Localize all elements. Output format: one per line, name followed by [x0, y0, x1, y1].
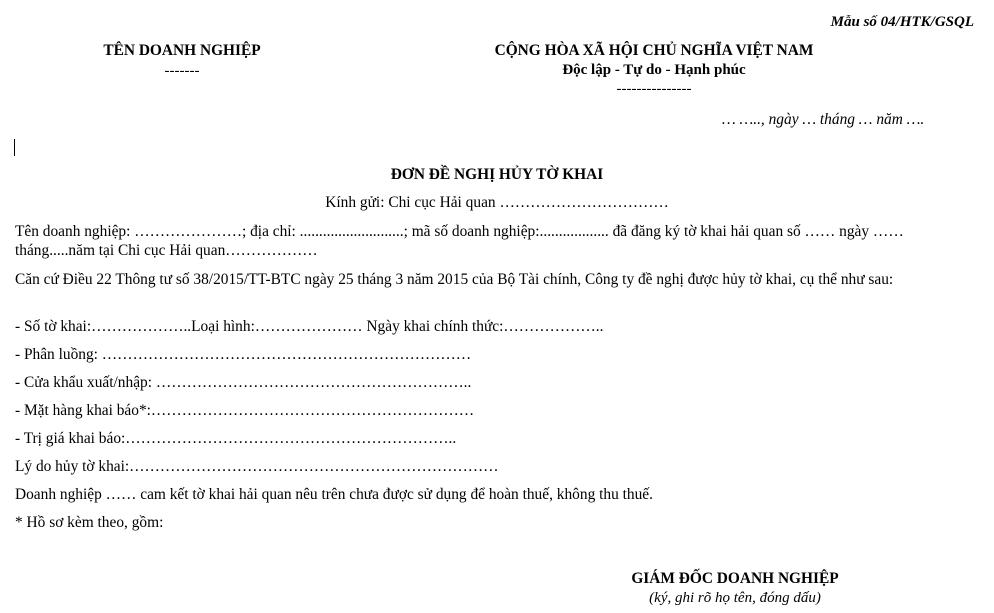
- attachments-line: * Hồ sơ kèm theo, gồm:: [15, 514, 164, 531]
- signature-title: GIÁM ĐỐC DOANH NGHIỆP: [631, 570, 839, 587]
- cancel-reason: Lý do hủy tờ khai:………………………………………………………………: [15, 458, 499, 475]
- form-code: Mẫu số 04/HTK/GSQL: [830, 14, 974, 30]
- nation-heading: CỘNG HÒA XÃ HỘI CHỦ NGHĨA VIỆT NAM: [494, 42, 814, 59]
- addressee-line: Kính gửi: Chi cục Hải quan ……………………………: [325, 194, 669, 211]
- motto: Độc lập - Tự do - Hạnh phúc: [562, 62, 746, 78]
- commitment-line: Doanh nghiệp …… cam kết tờ khai hải quan nêu trên chưa được sử dụng để hoàn thuế, không thu thuế.: [15, 486, 653, 503]
- item-channel: - Phân luồng: ………………………………………………………………: [15, 346, 472, 363]
- company-dashes: -------: [164, 63, 200, 79]
- text-cursor: [14, 139, 15, 156]
- item-declaration-number: - Số tờ khai:………………..Loại hình:………………… Ngày khai chính thức:………………..: [15, 318, 604, 335]
- date-line: … ….., ngày … tháng … năm ….: [722, 111, 925, 128]
- item-declared-value: - Trị giá khai báo:………………………………………………………..: [15, 430, 457, 447]
- basis-paragraph: Căn cứ Điều 22 Thông tư số 38/2015/TT-BTC ngày 25 tháng 3 năm 2015 của Bộ Tài chính, Công ty đề nghị được hủy tờ khai, cụ thể như sau:: [15, 271, 894, 288]
- item-border-gate: - Cửa khẩu xuất/nhập: ……………………………………………………..: [15, 374, 472, 391]
- item-goods: - Mặt hàng khai báo*:………………………………………………………: [15, 402, 475, 419]
- company-name-heading: TÊN DOANH NGHIỆP: [103, 42, 261, 59]
- motto-dashes: ---------------: [616, 81, 692, 97]
- signature-note: (ký, ghi rõ họ tên, đóng dấu): [649, 590, 821, 606]
- intro-paragraph: Tên doanh nghiệp: …………………; địa chỉ: ...........................; mã số doanh nghiệp:.................. đã đăng ký tờ khai hải quan số …… ngày …… tháng.....năm tại Chi cục Hải quan………………: [15, 223, 904, 259]
- document-title: ĐƠN ĐỀ NGHỊ HỦY TỜ KHAI: [390, 166, 604, 183]
